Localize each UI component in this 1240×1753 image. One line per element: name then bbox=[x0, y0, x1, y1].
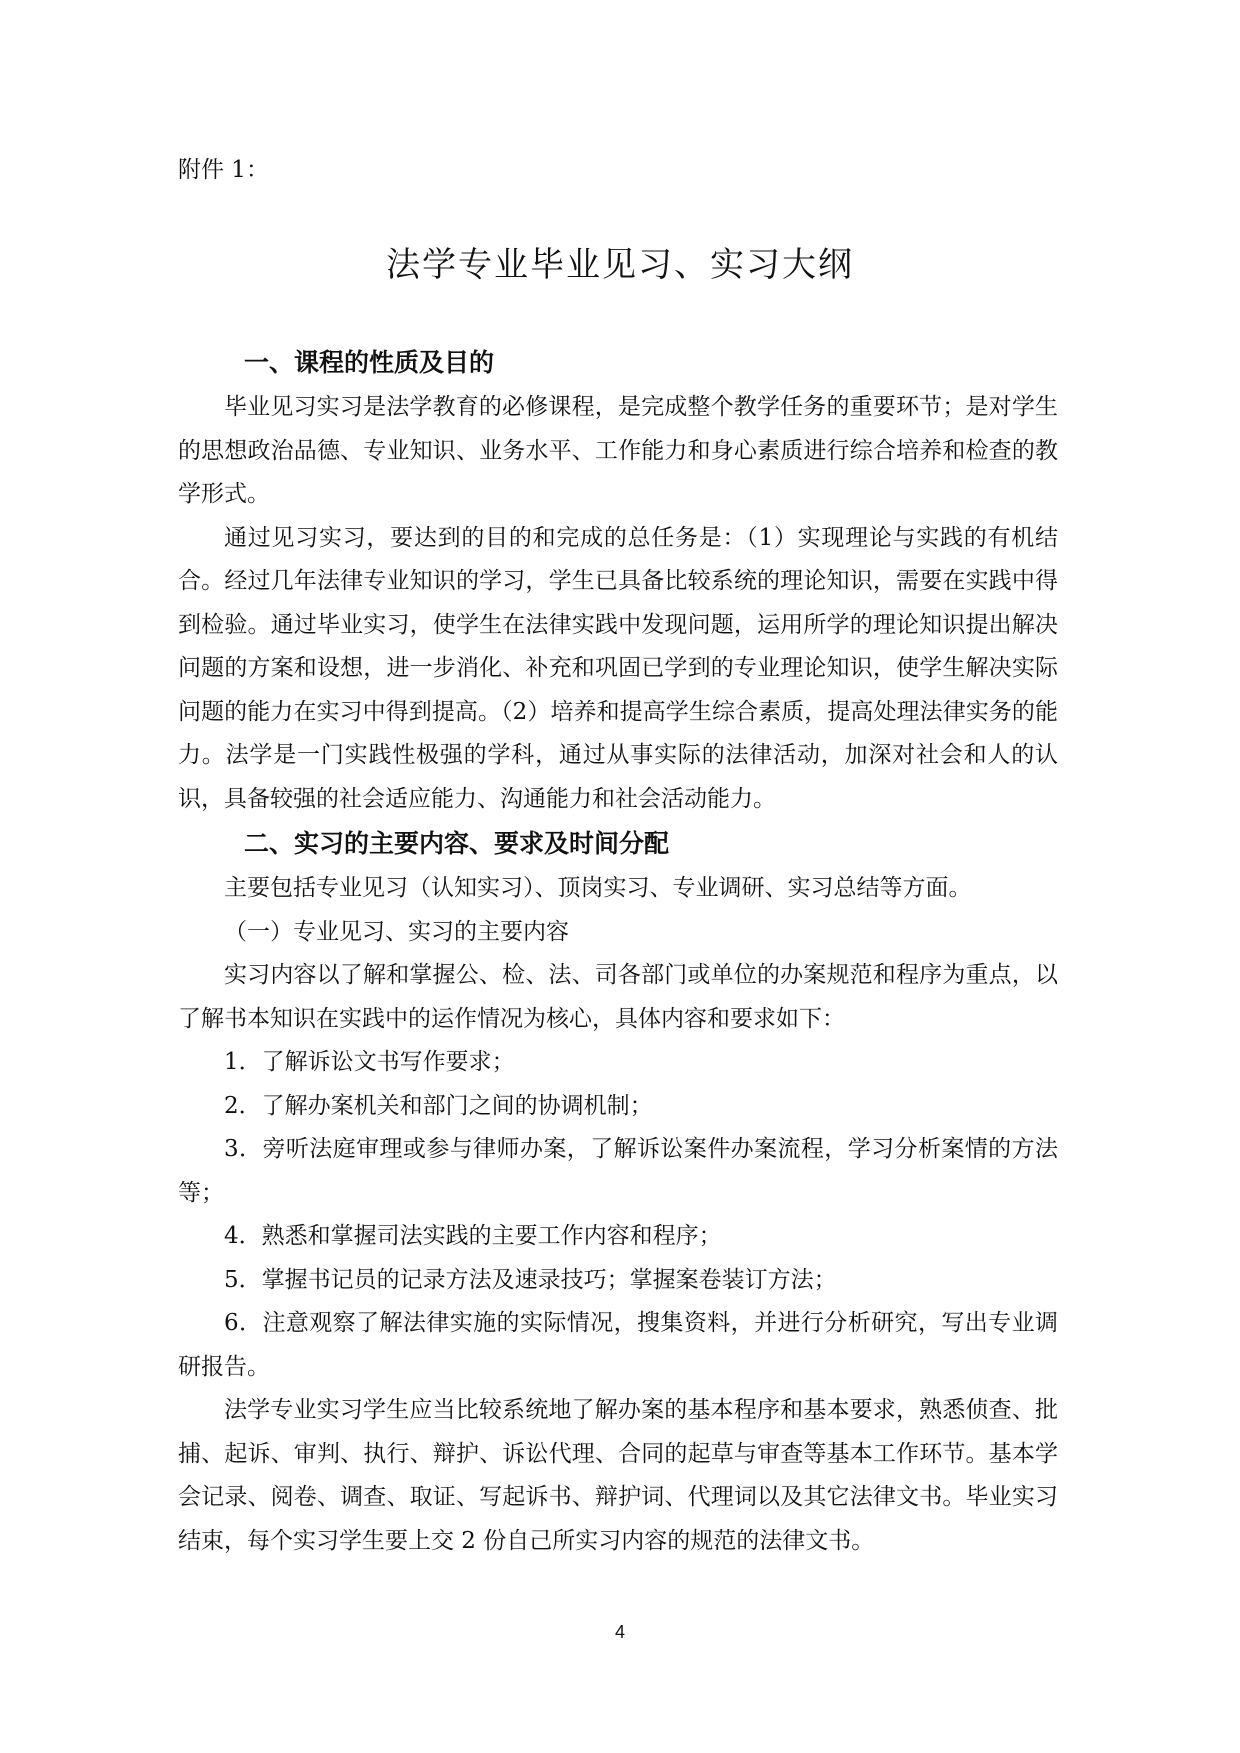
list-item: 3．旁听法庭审理或参与律师办案，了解诉讼案件办案流程，学习分析案情的方法等； bbox=[178, 1136, 1058, 1206]
paragraph-content-intro: 实习内容以了解和掌握公、检、法、司各部门或单位的办案规范和程序为重点，以了解书本知识在实践中的运作情况为核心，具体内容和要求如下： bbox=[178, 962, 1058, 1032]
section-heading-2: 二、实习的主要内容、要求及时间分配 bbox=[244, 829, 670, 858]
paragraph-closing: 法学专业实习学生应当比较系统地了解办案的基本程序和基本要求，熟悉侦查、批捕、起诉、审判、执行、辩护、诉讼代理、合同的起草与审查等基本工作环节。基本学会记录、阅卷、调查、取证、写起诉书、辩护词、代理词以及其它法律文书。毕业实习结束，每个实习学生要上交 2 份自己所实习内容的规范的法律文书。 bbox=[178, 1397, 1058, 1554]
document-title: 法学专业毕业见习、实习大纲 bbox=[386, 245, 854, 285]
list-item: 4．熟悉和掌握司法实践的主要工作内容和程序； bbox=[224, 1223, 722, 1249]
list-item: 5．掌握书记员的记录方法及速录技巧；掌握案卷装订方法； bbox=[224, 1266, 837, 1293]
paragraph-nature: 毕业见习实习是法学教育的必修课程，是完成整个教学任务的重要环节；是对学生的思想政治品德、专业知识、业务水平、工作能力和身心素质进行综合培养和检查的教学形式。 bbox=[178, 394, 1058, 507]
paragraph-scope: 主要包括专业见习（认知实习）、顶岗实习、专业调研、实习总结等方面。 bbox=[224, 875, 972, 901]
section-heading-1: 一、课程的性质及目的 bbox=[244, 348, 495, 377]
attachment-label: 附件 1： bbox=[178, 157, 269, 183]
page-number: 4 bbox=[614, 1622, 625, 1642]
list-item: 2．了解办案机关和部门之间的协调机制； bbox=[224, 1092, 653, 1119]
document-body bbox=[178, 340, 1058, 1563]
paragraph-goals: 通过见习实习，要达到的目的和完成的总任务是：（1）实现理论与实践的有机结合。经过几年法律专业知识的学习，学生已具备比较系统的理论知识，需要在实践中得到检验。通过毕业实习，使学生在法律实践中发现问题，运用所学的理论知识提出解决问题的方案和设想，进一步消化、补充和巩固已学到的专业理论知识，使学生解决实际问题的能力在实习中得到提高。（2）培养和提高学生综合素质，提高处理法律实务的能力。法学是一门实践性极强的学科，通过从事实际的法律活动，加深对社会和人的认识，具备较强的社会适应能力、沟通能力和社会活动能力。 bbox=[178, 524, 1058, 812]
subheading-main-content: （一）专业见习、实习的主要内容 bbox=[224, 918, 569, 945]
list-item: 1．了解诉讼文书写作要求； bbox=[224, 1049, 515, 1075]
list-item: 6．注意观察了解法律实施的实际情况，搜集资料，并进行分析研究，写出专业调研报告。 bbox=[178, 1310, 1058, 1380]
